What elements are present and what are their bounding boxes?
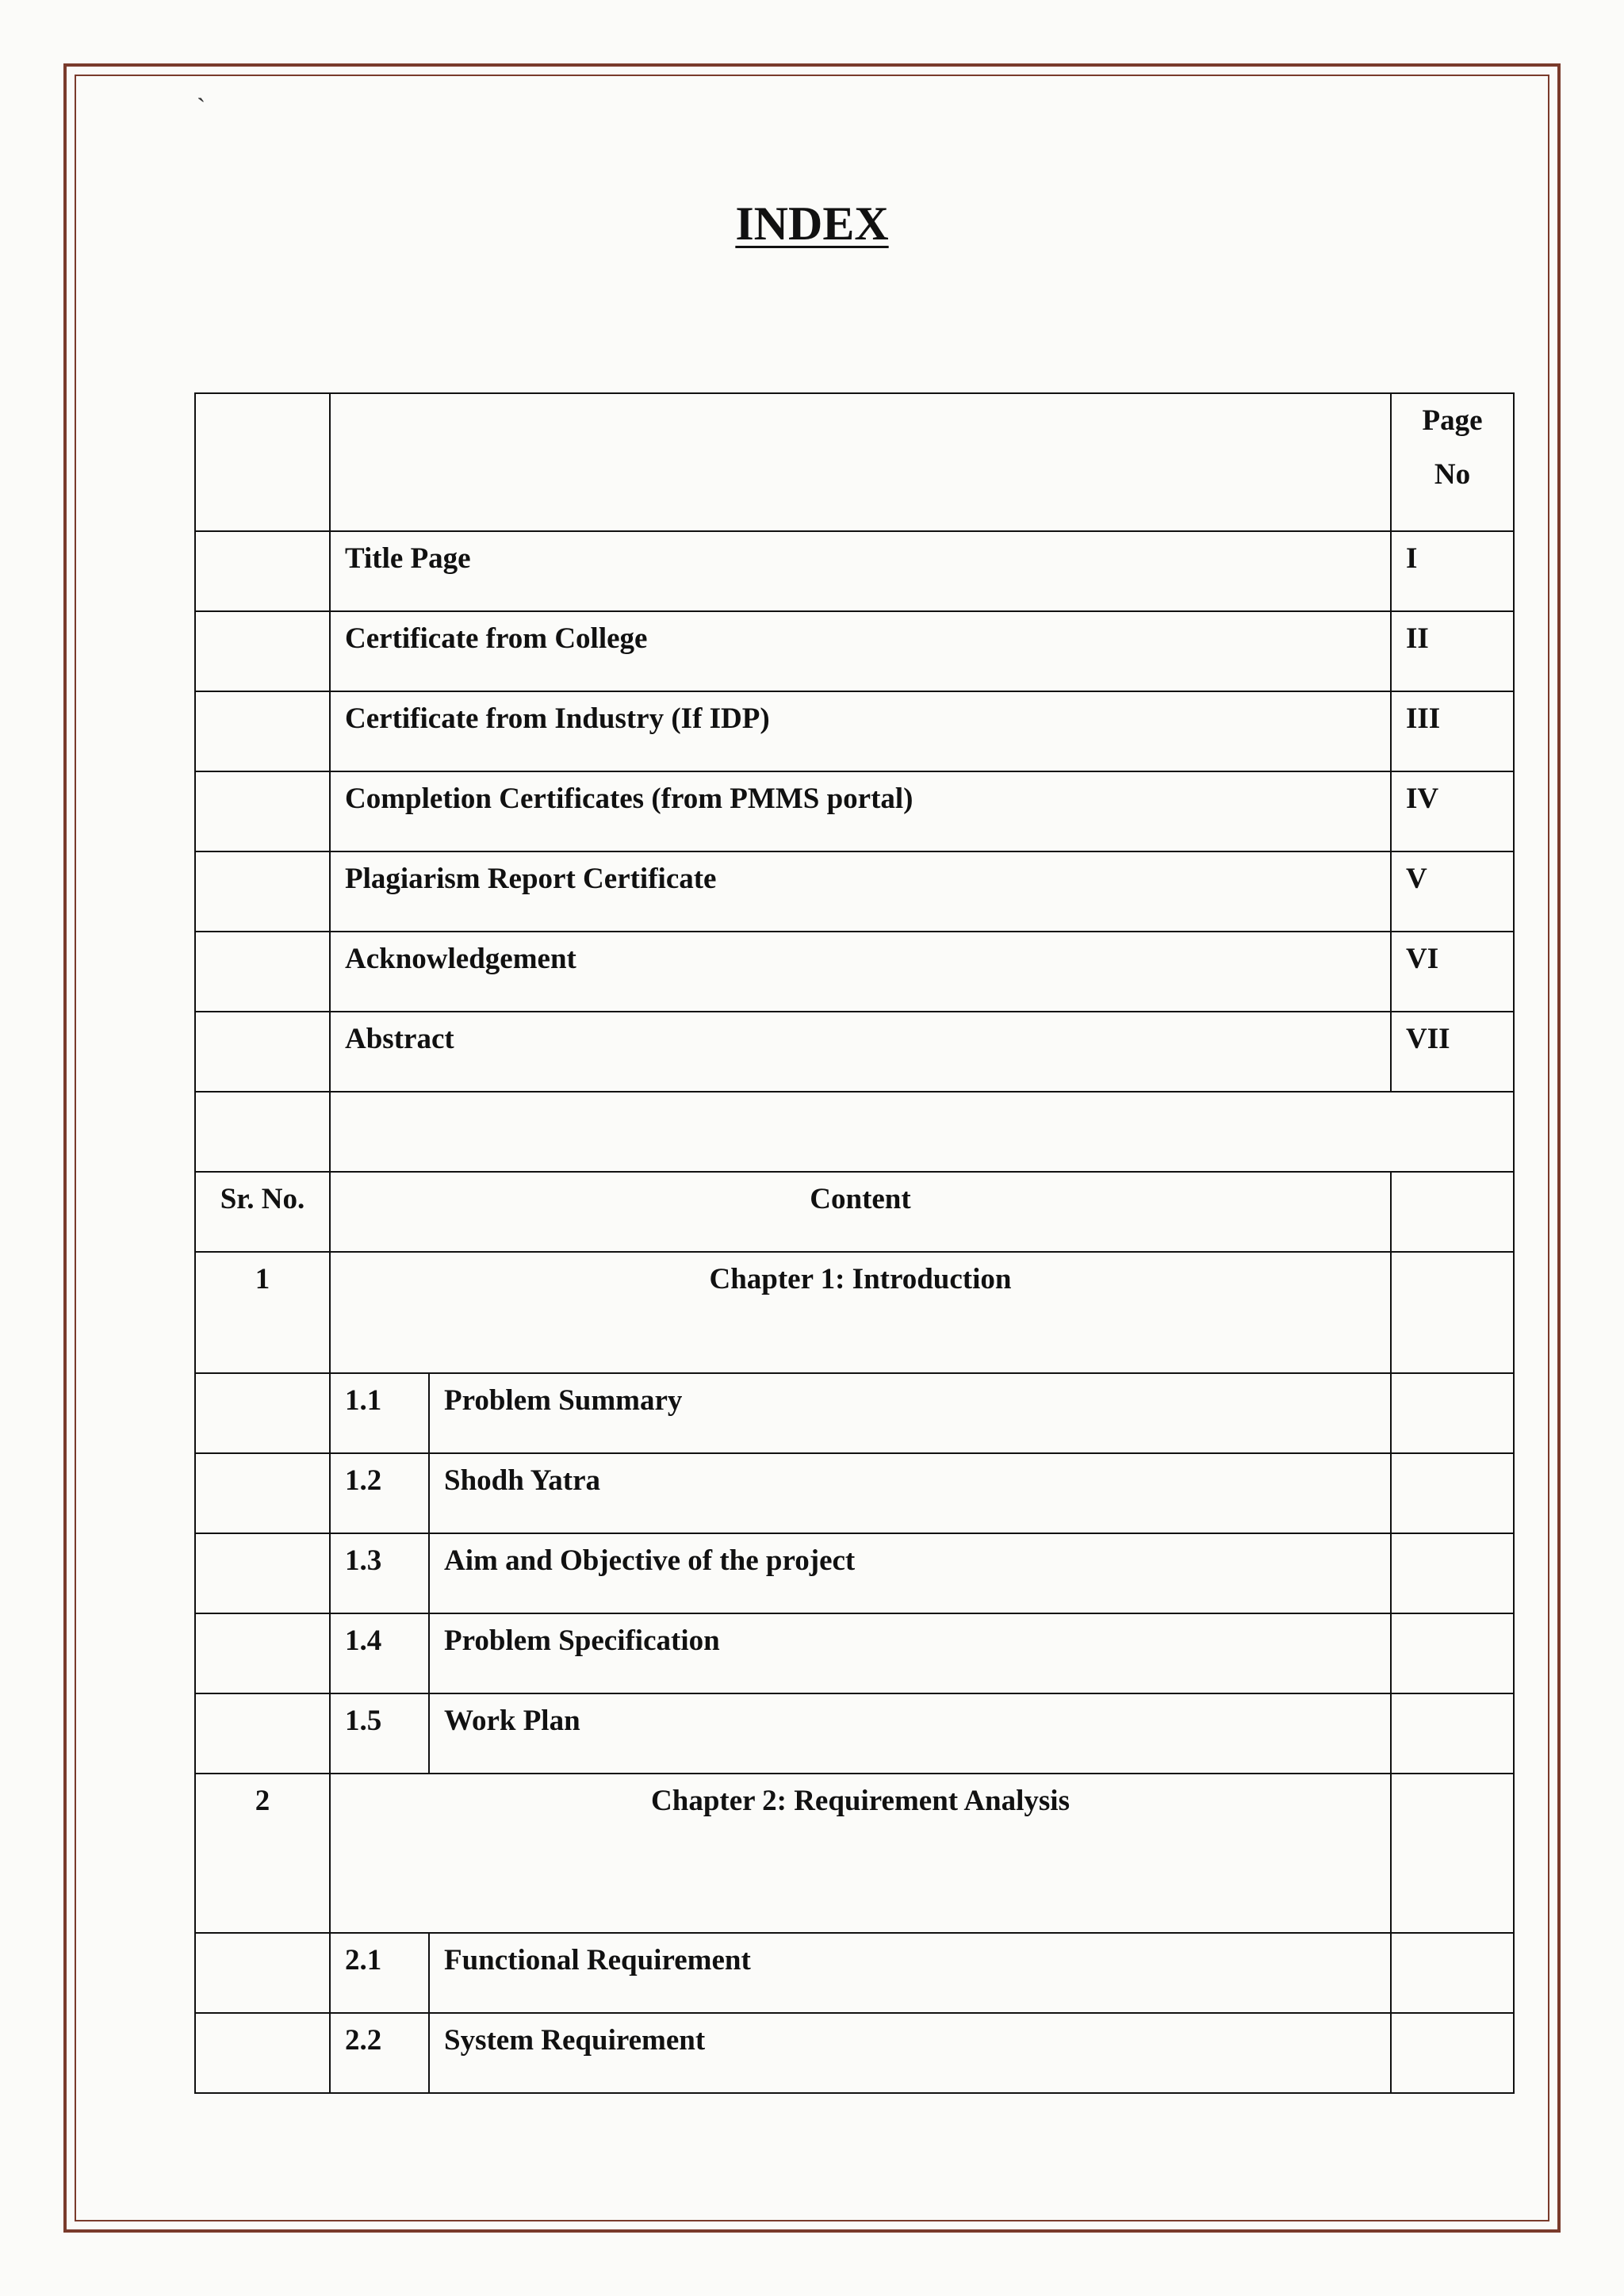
empty-cell [195,1453,330,1533]
empty-cell [195,771,330,851]
section-title: Shodh Yatra [429,1453,1391,1533]
empty-cell [195,932,330,1012]
empty-cell [195,393,330,531]
section-number: 1.2 [330,1453,429,1533]
chapter-row [195,1774,1514,1933]
section-number: 2.2 [330,2013,429,2093]
front-matter-page: IV [1391,771,1514,851]
section-row [195,1533,1514,1613]
empty-cell [195,1613,330,1693]
empty-cell [195,1092,330,1172]
front-matter-row [195,1012,1514,1092]
empty-cell [1391,1533,1514,1613]
index-table [194,392,1515,2094]
section-number: 1.5 [330,1693,429,1774]
section-row [195,1373,1514,1453]
empty-cell [1391,1453,1514,1533]
front-matter-page: II [1391,611,1514,691]
section-title: Work Plan [429,1693,1391,1774]
front-matter-row [195,771,1514,851]
front-matter-label: Abstract [330,1012,1391,1092]
empty-cell [1391,1613,1514,1693]
empty-cell [1391,1373,1514,1453]
front-matter-label: Certificate from College [330,611,1391,691]
empty-cell [195,1012,330,1092]
empty-cell [1391,1933,1514,2013]
empty-cell [330,393,1391,531]
empty-cell [195,2013,330,2093]
section-title: System Requirement [429,2013,1391,2093]
page-no-header-line-2: No [1434,458,1471,492]
front-matter-page: VII [1391,1012,1514,1092]
front-matter-page: III [1391,691,1514,771]
section-title: Functional Requirement [429,1933,1391,2013]
sr-no-header: Sr. No. [195,1172,330,1252]
spacer-row [195,1092,1514,1172]
chapter-title: Chapter 1: Introduction [330,1252,1391,1373]
empty-cell [330,1092,1514,1172]
section-row [195,2013,1514,2093]
section-number: 1.3 [330,1533,429,1613]
empty-cell [1391,2013,1514,2093]
empty-cell [195,611,330,691]
front-matter-label: Plagiarism Report Certificate [330,851,1391,932]
section-title: Aim and Objective of the project [429,1533,1391,1613]
front-matter-label: Certificate from Industry (If IDP) [330,691,1391,771]
section-row [195,1693,1514,1774]
front-matter-row [195,611,1514,691]
empty-cell [195,691,330,771]
empty-cell [195,1373,330,1453]
front-matter-row [195,691,1514,771]
stray-tick-mark: ` [197,94,206,123]
section-number: 2.1 [330,1933,429,2013]
page-title [0,197,1624,251]
front-matter-label: Acknowledgement [330,932,1391,1012]
empty-cell [195,1933,330,2013]
section-number: 1.4 [330,1613,429,1693]
empty-cell [195,851,330,932]
section-title: Problem Summary [429,1373,1391,1453]
page-no-header-line-1: Page [1422,404,1483,437]
front-matter-label: Completion Certificates (from PMMS portal) [330,771,1391,851]
section-row [195,1613,1514,1693]
empty-cell [195,1533,330,1613]
chapter-row [195,1252,1514,1373]
content-header: Content [330,1172,1391,1252]
empty-cell [1391,1693,1514,1774]
front-matter-row [195,932,1514,1012]
empty-cell [1391,1172,1514,1252]
front-matter-page: VI [1391,932,1514,1012]
table-header-row [195,393,1514,531]
page-title-text: INDEX [735,197,889,250]
front-matter-label: Title Page [330,531,1391,611]
empty-cell [195,1693,330,1774]
front-matter-page: V [1391,851,1514,932]
section-row [195,1933,1514,2013]
content-header-row [195,1172,1514,1252]
empty-cell [1391,1252,1514,1373]
empty-cell [195,531,330,611]
front-matter-page: I [1391,531,1514,611]
front-matter-row [195,851,1514,932]
section-row [195,1453,1514,1533]
page-no-header [1391,393,1514,531]
chapter-sr-no: 2 [195,1774,330,1933]
front-matter-row [195,531,1514,611]
chapter-title: Chapter 2: Requirement Analysis [330,1774,1391,1933]
section-number: 1.1 [330,1373,429,1453]
chapter-sr-no: 1 [195,1252,330,1373]
empty-cell [1391,1774,1514,1933]
section-title: Problem Specification [429,1613,1391,1693]
